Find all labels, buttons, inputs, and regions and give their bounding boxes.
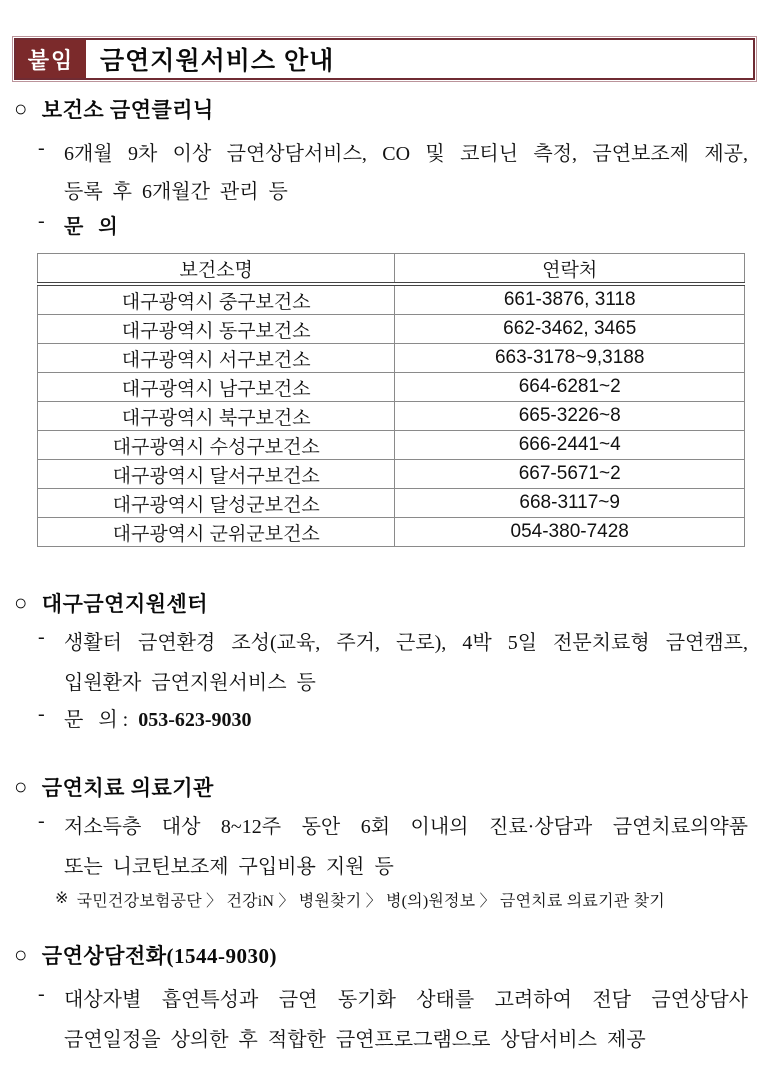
center-name-cell: 대구광역시 군위군보건소	[38, 518, 395, 547]
treatment-line-1	[38, 810, 748, 839]
title-box	[12, 36, 757, 82]
contact-cell: 661-3876, 3118	[395, 284, 745, 315]
contact-cell: 054-380-7428	[395, 518, 745, 547]
section-heading-clinic	[14, 94, 214, 124]
center-name-cell: 대구광역시 달서구보건소	[38, 460, 395, 489]
circle-bullet-icon: ○	[14, 590, 28, 615]
section-heading-quitline-label: 금연상담전화(1544-9030)	[41, 944, 277, 968]
table-row	[38, 518, 745, 547]
circle-bullet-icon: ○	[14, 942, 28, 967]
center-line-1	[38, 626, 748, 655]
contact-cell: 668-3117~9	[395, 489, 745, 518]
contact-cell: 665-3226~8	[395, 402, 745, 431]
circle-bullet-icon: ○	[14, 774, 28, 799]
center-inquiry-text	[64, 703, 748, 732]
center-name-cell: 대구광역시 서구보건소	[38, 344, 395, 373]
table-row	[38, 373, 745, 402]
contact-cell: 667-5671~2	[395, 460, 745, 489]
dash-bullet: -	[38, 626, 45, 648]
clinic-line-1-text: 6개월 9차 이상 금연상담서비스, CO 및 코티닌 측정, 금연보조제 제공,	[64, 143, 748, 165]
table-header-row	[38, 254, 745, 285]
dash-bullet: -	[38, 137, 45, 159]
center-line-1-text: 생활터 금연환경 조성(교육, 주거, 근로), 4박 5일 전문치료형 금연캠프,	[64, 632, 748, 654]
col-header-contact: 연락처	[395, 254, 745, 285]
dash-bullet: -	[38, 703, 45, 725]
center-name-cell: 대구광역시 중구보건소	[38, 284, 395, 315]
quitline-line-1	[38, 983, 748, 1012]
table-row	[38, 284, 745, 315]
table-row	[38, 315, 745, 344]
section-heading-center	[14, 588, 208, 618]
table-row	[38, 489, 745, 518]
table-row	[38, 402, 745, 431]
contact-cell: 662-3462, 3465	[395, 315, 745, 344]
center-inquiry-label: 문 의 :	[64, 709, 129, 731]
circle-bullet-icon: ○	[14, 96, 28, 121]
treatment-line-2: 또는 니코틴보조제 구입비용 지원 등	[64, 856, 394, 878]
section-heading-treatment-label: 금연치료 의료기관	[41, 776, 214, 800]
section-heading-treatment	[14, 772, 214, 802]
contact-cell: 663-3178~9,3188	[395, 344, 745, 373]
center-name-cell: 대구광역시 동구보건소	[38, 315, 395, 344]
contact-cell: 664-6281~2	[395, 373, 745, 402]
dash-bullet: -	[38, 210, 45, 232]
center-name-cell: 대구광역시 수성구보건소	[38, 431, 395, 460]
center-name-cell: 대구광역시 북구보건소	[38, 402, 395, 431]
section-heading-clinic-label: 보건소 금연클리닉	[41, 98, 214, 122]
quitline-line-2: 금연일정을 상의한 후 적합한 금연프로그램으로 상담서비스 제공	[64, 1029, 646, 1051]
center-line-2: 입원환자 금연지원서비스 등	[64, 672, 316, 694]
health-center-contact-table	[37, 253, 745, 547]
clinic-inquiry-line	[38, 210, 748, 239]
section-heading-center-label: 대구금연지원센터	[41, 592, 209, 616]
clinic-line-2: 등록 후 6개월간 관리 등	[64, 181, 288, 203]
col-header-center-name: 보건소명	[38, 254, 395, 285]
center-name-cell: 대구광역시 남구보건소	[38, 373, 395, 402]
table-row	[38, 344, 745, 373]
dash-bullet: -	[38, 810, 45, 832]
dash-bullet: -	[38, 983, 45, 1005]
treatment-note-text: 국민건강보험공단 〉 건강iN 〉 병원찾기 〉 병(의)원정보 〉 금연치료 의료기관 찾기	[76, 893, 665, 910]
section-heading-quitline	[14, 940, 277, 970]
treatment-line-1-text: 저소득층 대상 8~12주 동안 6회 이내의 진료·상담과 금연치료의약품	[64, 816, 748, 838]
center-inquiry-number: 053-623-9030	[138, 709, 252, 731]
reference-mark-icon: ※	[55, 890, 69, 907]
quitline-line-1-text: 대상자별 흡연특성과 금연 동기화 상태를 고려하여 전담 금연상담사	[64, 989, 748, 1011]
page-title: 금연지원서비스 안내	[100, 47, 335, 75]
clinic-line-1	[38, 137, 748, 166]
clinic-inquiry-label: 문 의	[64, 216, 118, 238]
contact-cell: 666-2441~4	[395, 431, 745, 460]
treatment-note-line	[55, 888, 665, 911]
table-row	[38, 460, 745, 489]
center-name-cell: 대구광역시 달성군보건소	[38, 489, 395, 518]
center-inquiry-line	[38, 703, 748, 732]
title-box-inner	[14, 38, 755, 80]
attachment-badge: 붙임	[16, 40, 86, 78]
table-row	[38, 431, 745, 460]
